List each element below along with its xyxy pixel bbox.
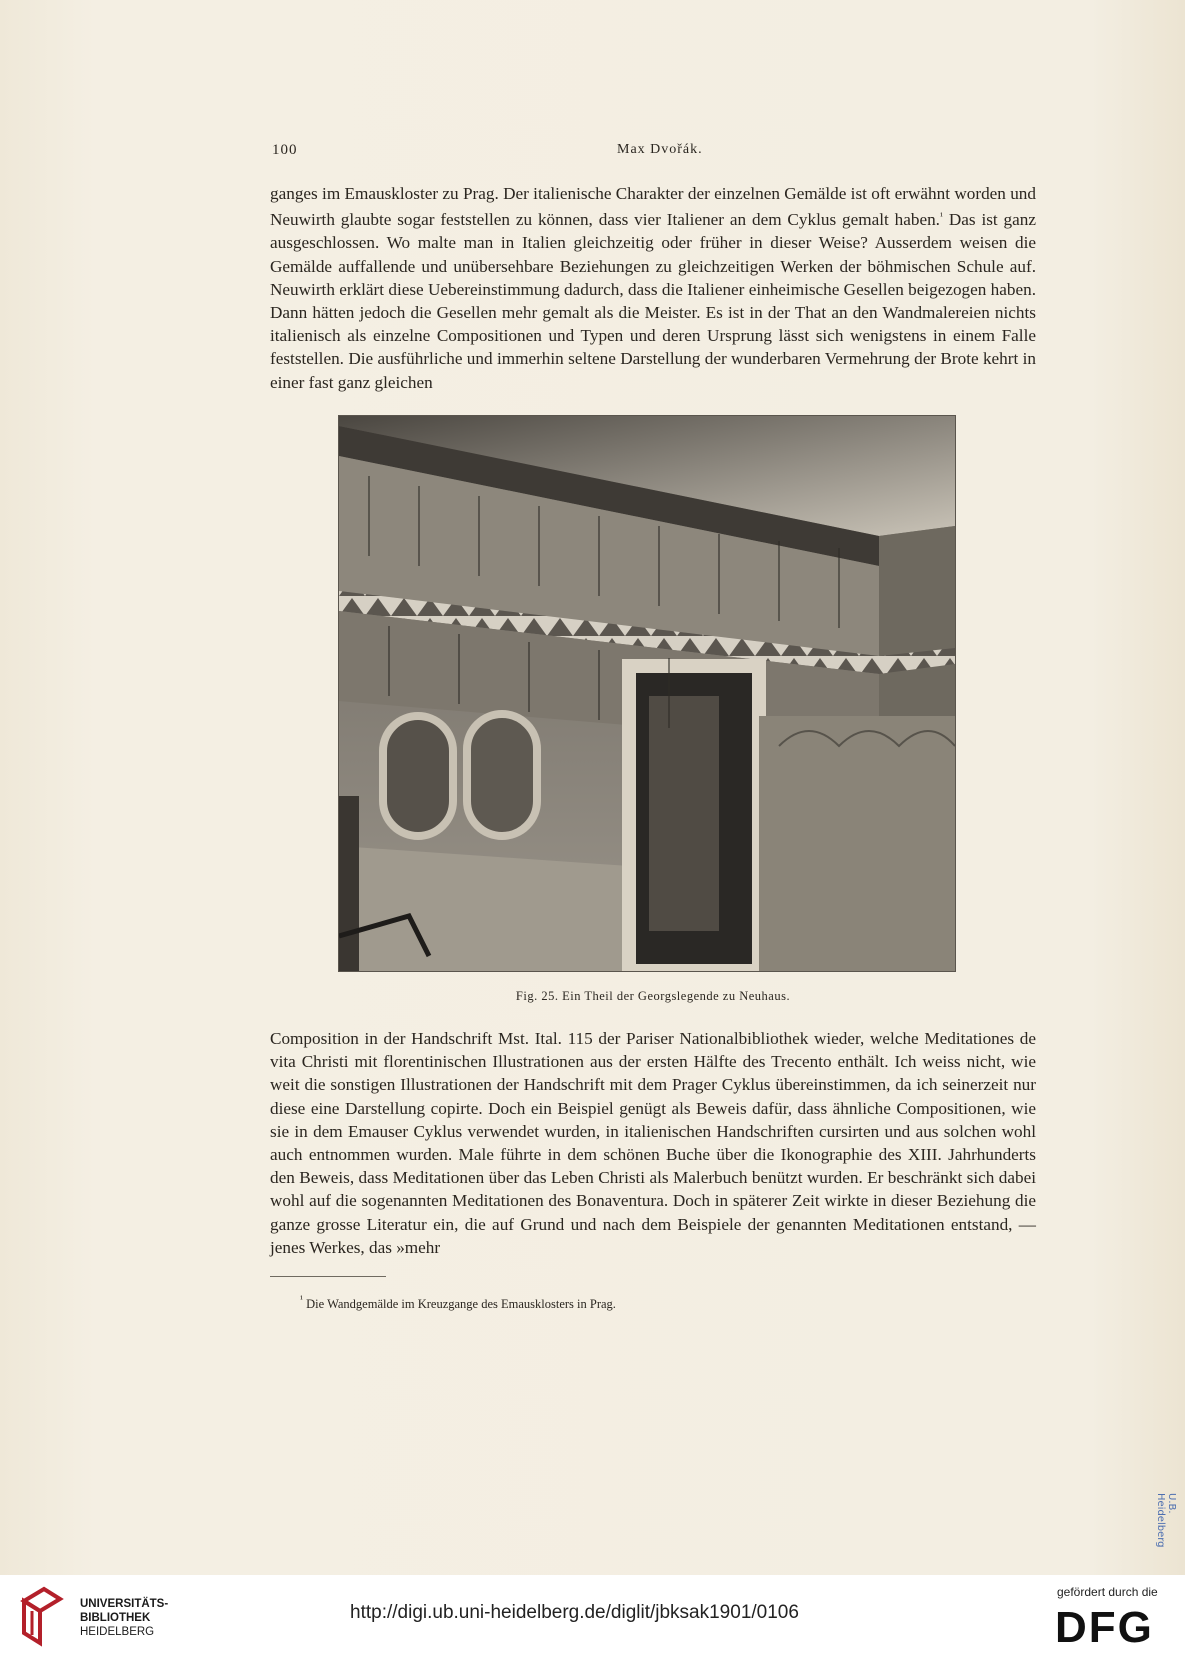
library-logo-icon [14, 1583, 64, 1649]
permalink[interactable]: http://digi.ub.uni-heidelberg.de/diglit/jbksak1901/0106 [350, 1602, 799, 1623]
footnote-text: Die Wandgemälde im Kreuzgange des Emausklosters in Prag. [306, 1297, 616, 1311]
fresco-photograph [338, 415, 956, 972]
figure-caption: Fig. 25. Ein Theil der Georgslegende zu Neuhaus. [515, 989, 791, 1003]
page-number: 100 [272, 142, 298, 158]
body-paragraph-2 [270, 1027, 1036, 1259]
library-name-line1: UNIVERSITÄTS- [80, 1598, 169, 1610]
para1-text-b: Das ist ganz ausgeschlossen. Wo malte man in Italien gleichzeitig oder früher in dieser Weise? Ausserdem weisen die Gemälde auffallende und unübersehbare Beziehungen zu gleichzeitigen Werken der böhmischen Schule auf. Neuwirth erklärt diese Uebereinstimmung dadurch, dass die Italiener einheimische Gesellen beigezogen haben. Dann hätten jedoch die Gesellen mehr gemalt als die Meister. Es ist in der That an den Wandmalereien nichts italienisch als einzelne Compositionen und Typen und deren Ursprung lässt sich wenigstens in einem Falle feststellen. Die ausführliche und immerhin seltene Darstellung der wunderbaren Vermehrung der Brote kehrt in einer fast ganz gleichen [270, 210, 1036, 392]
funding-label: gefördert durch die [1057, 1585, 1158, 1599]
fresco-illustration [339, 416, 955, 971]
library-name-line2: BIBLIOTHEK [80, 1612, 151, 1624]
library-name-line3: HEIDELBERG [80, 1626, 155, 1638]
library-stamp: U.B. Heidelberg [1155, 1493, 1177, 1548]
footnote-marker: ¹ [300, 1294, 303, 1305]
para1-text-a: ganges im Emauskloster zu Prag. Der italienische Charakter der einzelnen Gemälde ist oft erwähnt worden und Neuwirth glaubte sogar feststellen zu können, dass vier Italiener an dem Cyklus gemalt haben. [270, 184, 1036, 230]
footnote-ref[interactable]: ¹ [939, 211, 943, 223]
dfg-logo[interactable]: DFG [1055, 1603, 1154, 1652]
library-name [80, 1597, 168, 1639]
body-paragraph-1 [270, 182, 1036, 394]
running-head-author: Max Dvořák. [617, 142, 703, 157]
library-logo[interactable] [14, 1583, 174, 1653]
viewer-footer [0, 1575, 1185, 1659]
footnote-divider [270, 1276, 386, 1277]
footnote [300, 1294, 1000, 1312]
para2-text: Composition in der Handschrift Mst. Ital. 115 der Pariser Nationalbibliothek wieder, welche Meditationes de vita Christi mit florentinischen Illustrationen aus der ersten Hälfte des Trecento enthält. Ich weiss nicht, wie weit die sonstigen Illustrationen der Handschrift mit dem Prager Cyklus übereinstimmen, da ich seinerzeit nur diese eine Darstellung copirte. Doch ein Beispiel genügt als Beweis dafür, dass ähnliche Compositionen, wie sie in dem Emauser Cyklus verwendet wurden, in italienischen Handschriften cursirten und aus solchen wohl auch entnommen wurden. Male führte in dem schönen Buche über die Ikonographie des XIII. Jahrhunderts den Beweis, dass Meditationen über das Leben Christi als Malerbuch benützt wurden. Er beschränkt sich dabei wohl auf die sogenannten Meditationen des Bonaventura. Doch in späterer Zeit wirkte in dieser Beziehung die ganze grosse Literatur ein, die auf Grund und nach dem Beispiele der genannten Meditationen entstand, — jenes Werkes, das »mehr [270, 1029, 1036, 1257]
